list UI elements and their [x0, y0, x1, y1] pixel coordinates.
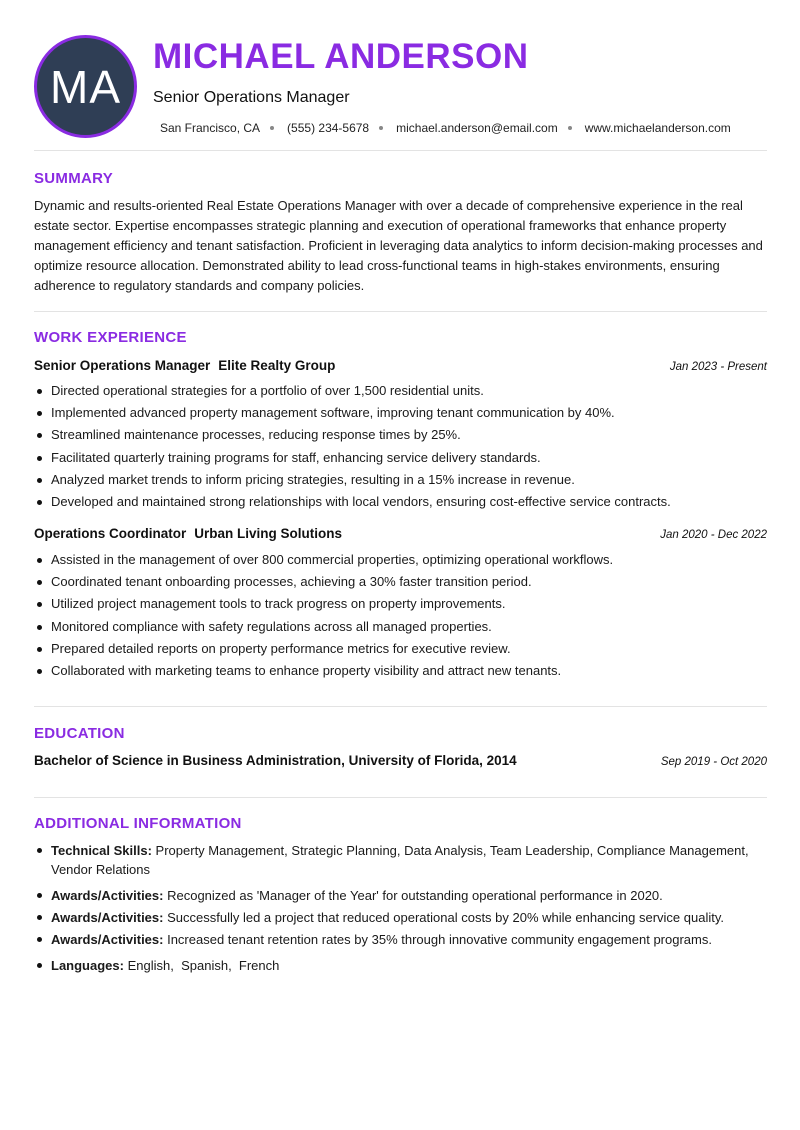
section-title-education: EDUCATION: [34, 725, 125, 742]
section-title-summary: SUMMARY: [34, 170, 114, 187]
job-bullets: [34, 549, 769, 682]
job-header: [34, 526, 767, 541]
job-title: [34, 526, 342, 541]
list-item: [34, 886, 769, 905]
list-item: [34, 908, 769, 927]
list-item: [34, 930, 769, 949]
list-item: Implemented advanced property management software, improving tenant communication by 40%.: [34, 402, 769, 424]
language-item: Spanish: [181, 958, 229, 973]
job-bullets: [34, 380, 769, 513]
additional-list: [34, 841, 769, 975]
contact-bar: [160, 121, 731, 135]
section-divider: [34, 706, 767, 707]
summary-text: Dynamic and results-oriented Real Estate Operations Manager with over a decade of comprehensive experience in the real estate sector. Expertise encompasses strategic planning and execution of operational frameworks that enhance property management efficiency and tenant satisfaction. Proficient in leveraging data analytics to inform decision-making processes and optimize resource allocation. Demonstrated ability to lead cross-functional teams in high-stakes environments, ensuring adherence to regulatory standards and company policies.: [34, 198, 763, 293]
contact-email[interactable]: michael.anderson@email.com: [396, 121, 558, 135]
list-item: Coordinated tenant onboarding processes, achieving a 30% faster transition period.: [34, 571, 769, 593]
item-text: Recognized as 'Manager of the Year' for outstanding operational performance in 2020.: [167, 888, 663, 903]
section-divider: [34, 311, 767, 312]
job-dates: Jan 2020 - Dec 2022: [660, 529, 767, 541]
job-company: Urban Living Solutions: [194, 526, 343, 541]
separator-dot-icon: [568, 126, 572, 130]
list-item: Assisted in the management of over 800 commercial properties, optimizing operational workflows.: [34, 549, 769, 571]
list-item: Utilized project management tools to track progress on property improvements.: [34, 593, 769, 615]
item-text: Successfully led a project that reduced operational costs by 20% while enhancing service quality.: [167, 910, 724, 925]
list-item: [34, 841, 769, 879]
section-title-additional: ADDITIONAL INFORMATION: [34, 815, 242, 832]
list-item: Directed operational strategies for a portfolio of over 1,500 residential units.: [34, 380, 769, 402]
list-item: Streamlined maintenance processes, reducing response times by 25%.: [34, 424, 769, 446]
separator-dot-icon: [270, 126, 274, 130]
section-divider: [34, 150, 767, 151]
job-role: Operations Coordinator: [34, 526, 187, 541]
education-dates: Sep 2019 - Oct 2020: [660, 756, 767, 768]
section-divider: [34, 797, 767, 798]
list-item: Languages: English, Spanish, French: [34, 956, 769, 975]
avatar-initials: MA: [50, 60, 121, 113]
list-item: Analyzed market trends to inform pricing strategies, resulting in a 15% increase in revenue.: [34, 469, 769, 491]
list-item: Collaborated with marketing teams to enhance property visibility and attract new tenants.: [34, 660, 769, 682]
item-label: Awards/Activities:: [51, 910, 164, 925]
contact-location: San Francisco, CA: [160, 121, 261, 135]
candidate-name: MICHAEL ANDERSON: [153, 37, 529, 76]
list-item: Facilitated quarterly training programs for staff, enhancing service delivery standards.: [34, 447, 769, 469]
job-title: [34, 358, 335, 373]
education-degree: Bachelor of Science in Business Administration, University of Florida, 2014: [34, 753, 517, 768]
job-dates: Jan 2023 - Present: [669, 361, 767, 373]
list-item: Developed and maintained strong relationships with local vendors, ensuring cost-effective service contracts.: [34, 491, 769, 513]
item-label: Awards/Activities:: [51, 932, 164, 947]
list-item: Monitored compliance with safety regulations across all managed properties.: [34, 616, 769, 638]
language-item: French: [238, 958, 280, 973]
avatar: [34, 35, 137, 138]
candidate-headline: Senior Operations Manager: [153, 89, 350, 106]
job-company: Elite Realty Group: [218, 358, 336, 373]
languages-label: Languages:: [51, 958, 124, 973]
separator-dot-icon: [379, 126, 383, 130]
language-item: English: [127, 958, 171, 973]
contact-phone: (555) 234-5678: [287, 121, 370, 135]
education-entry: [34, 753, 767, 768]
section-title-experience: WORK EXPERIENCE: [34, 329, 187, 346]
item-text: Property Management, Strategic Planning, Data Analysis, Team Leadership, Compliance Management, Vendor Relations: [51, 843, 749, 877]
item-label: Technical Skills:: [51, 843, 152, 858]
list-item: Prepared detailed reports on property performance metrics for executive review.: [34, 638, 769, 660]
job-role: Senior Operations Manager: [34, 358, 211, 373]
item-label: Awards/Activities:: [51, 888, 164, 903]
job-header: [34, 358, 767, 373]
item-text: Increased tenant retention rates by 35% through innovative community engagement programs.: [167, 932, 712, 947]
contact-website[interactable]: www.michaelanderson.com: [584, 121, 731, 135]
